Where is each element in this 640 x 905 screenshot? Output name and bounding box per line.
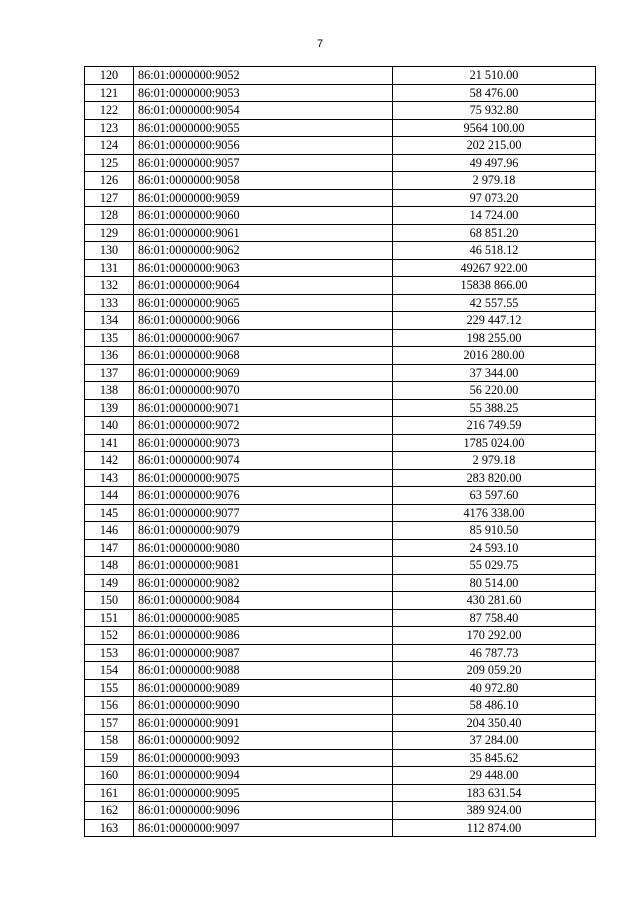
row-number: 123: [85, 119, 134, 137]
row-number: 144: [85, 487, 134, 505]
value-cell: 209 059.20: [393, 662, 596, 680]
value-cell: 202 215.00: [393, 137, 596, 155]
table-row: [85, 347, 596, 365]
row-number: 148: [85, 557, 134, 575]
table-row: [85, 172, 596, 190]
row-number: 127: [85, 189, 134, 207]
cadastral-number: 86:01:0000000:9070: [134, 382, 393, 400]
table-body: [85, 67, 596, 837]
table-row: [85, 329, 596, 347]
cadastral-number: 86:01:0000000:9059: [134, 189, 393, 207]
table-row: [85, 592, 596, 610]
cadastral-number: 86:01:0000000:9077: [134, 504, 393, 522]
table-row: [85, 749, 596, 767]
value-cell: 55 388.25: [393, 399, 596, 417]
table-row: [85, 294, 596, 312]
table-row: [85, 644, 596, 662]
row-number: 139: [85, 399, 134, 417]
row-number: 134: [85, 312, 134, 330]
row-number: 138: [85, 382, 134, 400]
cadastral-number: 86:01:0000000:9067: [134, 329, 393, 347]
value-cell: 35 845.62: [393, 749, 596, 767]
table-row: [85, 102, 596, 120]
value-cell: 56 220.00: [393, 382, 596, 400]
table-row: [85, 84, 596, 102]
value-cell: 37 344.00: [393, 364, 596, 382]
value-cell: 170 292.00: [393, 627, 596, 645]
table-row: [85, 574, 596, 592]
row-number: 149: [85, 574, 134, 592]
row-number: 162: [85, 802, 134, 820]
row-number: 157: [85, 714, 134, 732]
cadastral-number: 86:01:0000000:9079: [134, 522, 393, 540]
value-cell: 63 597.60: [393, 487, 596, 505]
value-cell: 198 255.00: [393, 329, 596, 347]
row-number: 154: [85, 662, 134, 680]
cadastral-number: 86:01:0000000:9063: [134, 259, 393, 277]
row-number: 147: [85, 539, 134, 557]
value-cell: 58 476.00: [393, 84, 596, 102]
page-number: 7: [316, 38, 324, 50]
cadastral-number: 86:01:0000000:9066: [134, 312, 393, 330]
table-row: [85, 662, 596, 680]
table-row: [85, 364, 596, 382]
value-cell: 216 749.59: [393, 417, 596, 435]
row-number: 155: [85, 679, 134, 697]
cadastral-number: 86:01:0000000:9074: [134, 452, 393, 470]
cadastral-number: 86:01:0000000:9094: [134, 767, 393, 785]
cadastral-number: 86:01:0000000:9080: [134, 539, 393, 557]
value-cell: 55 029.75: [393, 557, 596, 575]
value-cell: 430 281.60: [393, 592, 596, 610]
value-cell: 183 631.54: [393, 784, 596, 802]
cadastral-number: 86:01:0000000:9065: [134, 294, 393, 312]
table-row: [85, 504, 596, 522]
cadastral-number: 86:01:0000000:9081: [134, 557, 393, 575]
table-row: [85, 732, 596, 750]
cadastral-number: 86:01:0000000:9060: [134, 207, 393, 225]
table-row: [85, 469, 596, 487]
value-cell: 204 350.40: [393, 714, 596, 732]
row-number: 121: [85, 84, 134, 102]
row-number: 158: [85, 732, 134, 750]
value-cell: 97 073.20: [393, 189, 596, 207]
table-row: [85, 557, 596, 575]
row-number: 152: [85, 627, 134, 645]
row-number: 132: [85, 277, 134, 295]
cadastral-number: 86:01:0000000:9093: [134, 749, 393, 767]
value-cell: 389 924.00: [393, 802, 596, 820]
row-number: 163: [85, 819, 134, 837]
cadastral-number: 86:01:0000000:9072: [134, 417, 393, 435]
table-row: [85, 539, 596, 557]
value-cell: 1785 024.00: [393, 434, 596, 452]
table-row: [85, 312, 596, 330]
value-cell: 112 874.00: [393, 819, 596, 837]
cadastral-number: 86:01:0000000:9071: [134, 399, 393, 417]
value-cell: 46 518.12: [393, 242, 596, 260]
table-row: [85, 487, 596, 505]
cadastral-number: 86:01:0000000:9089: [134, 679, 393, 697]
table-row: [85, 609, 596, 627]
cadastral-number: 86:01:0000000:9069: [134, 364, 393, 382]
value-cell: 4176 338.00: [393, 504, 596, 522]
cadastral-number: 86:01:0000000:9068: [134, 347, 393, 365]
table-row: [85, 819, 596, 837]
value-cell: 42 557.55: [393, 294, 596, 312]
value-cell: 85 910.50: [393, 522, 596, 540]
row-number: 133: [85, 294, 134, 312]
row-number: 151: [85, 609, 134, 627]
table-row: [85, 277, 596, 295]
value-cell: 49267 922.00: [393, 259, 596, 277]
value-cell: 229 447.12: [393, 312, 596, 330]
row-number: 129: [85, 224, 134, 242]
row-number: 120: [85, 67, 134, 85]
cadastral-table: [84, 66, 596, 837]
table-row: [85, 67, 596, 85]
value-cell: 2016 280.00: [393, 347, 596, 365]
cadastral-number: 86:01:0000000:9088: [134, 662, 393, 680]
table-row: [85, 679, 596, 697]
cadastral-number: 86:01:0000000:9084: [134, 592, 393, 610]
table-row: [85, 697, 596, 715]
row-number: 142: [85, 452, 134, 470]
value-cell: 37 284.00: [393, 732, 596, 750]
cadastral-number: 86:01:0000000:9053: [134, 84, 393, 102]
value-cell: 46 787.73: [393, 644, 596, 662]
cadastral-number: 86:01:0000000:9087: [134, 644, 393, 662]
cadastral-number: 86:01:0000000:9057: [134, 154, 393, 172]
row-number: 126: [85, 172, 134, 190]
table-row: [85, 119, 596, 137]
row-number: 156: [85, 697, 134, 715]
value-cell: 58 486.10: [393, 697, 596, 715]
table-row: [85, 452, 596, 470]
table-row: [85, 154, 596, 172]
table-row: [85, 137, 596, 155]
table-row: [85, 417, 596, 435]
table-row: [85, 242, 596, 260]
table-row: [85, 522, 596, 540]
cadastral-number: 86:01:0000000:9073: [134, 434, 393, 452]
value-cell: 9564 100.00: [393, 119, 596, 137]
cadastral-number: 86:01:0000000:9052: [134, 67, 393, 85]
value-cell: 49 497.96: [393, 154, 596, 172]
cadastral-number: 86:01:0000000:9054: [134, 102, 393, 120]
table-row: [85, 224, 596, 242]
table-row: [85, 259, 596, 277]
value-cell: 75 932.80: [393, 102, 596, 120]
row-number: 161: [85, 784, 134, 802]
table-row: [85, 802, 596, 820]
value-cell: 80 514.00: [393, 574, 596, 592]
table-row: [85, 714, 596, 732]
value-cell: 40 972.80: [393, 679, 596, 697]
row-number: 150: [85, 592, 134, 610]
value-cell: 2 979.18: [393, 452, 596, 470]
value-cell: 24 593.10: [393, 539, 596, 557]
row-number: 125: [85, 154, 134, 172]
row-number: 160: [85, 767, 134, 785]
row-number: 122: [85, 102, 134, 120]
cadastral-number: 86:01:0000000:9062: [134, 242, 393, 260]
table-row: [85, 627, 596, 645]
table-row: [85, 399, 596, 417]
row-number: 141: [85, 434, 134, 452]
value-cell: 14 724.00: [393, 207, 596, 225]
cadastral-number: 86:01:0000000:9085: [134, 609, 393, 627]
cadastral-number: 86:01:0000000:9096: [134, 802, 393, 820]
cadastral-number: 86:01:0000000:9064: [134, 277, 393, 295]
cadastral-number: 86:01:0000000:9082: [134, 574, 393, 592]
row-number: 159: [85, 749, 134, 767]
cadastral-number: 86:01:0000000:9056: [134, 137, 393, 155]
cadastral-number: 86:01:0000000:9055: [134, 119, 393, 137]
value-cell: 15838 866.00: [393, 277, 596, 295]
row-number: 131: [85, 259, 134, 277]
row-number: 130: [85, 242, 134, 260]
row-number: 153: [85, 644, 134, 662]
table-row: [85, 382, 596, 400]
cadastral-number: 86:01:0000000:9091: [134, 714, 393, 732]
cadastral-number: 86:01:0000000:9086: [134, 627, 393, 645]
value-cell: 29 448.00: [393, 767, 596, 785]
value-cell: 283 820.00: [393, 469, 596, 487]
row-number: 140: [85, 417, 134, 435]
row-number: 146: [85, 522, 134, 540]
table-row: [85, 434, 596, 452]
value-cell: 87 758.40: [393, 609, 596, 627]
table-row: [85, 189, 596, 207]
cadastral-number: 86:01:0000000:9090: [134, 697, 393, 715]
cadastral-number: 86:01:0000000:9097: [134, 819, 393, 837]
row-number: 143: [85, 469, 134, 487]
cadastral-number: 86:01:0000000:9061: [134, 224, 393, 242]
row-number: 124: [85, 137, 134, 155]
row-number: 137: [85, 364, 134, 382]
value-cell: 21 510.00: [393, 67, 596, 85]
value-cell: 2 979.18: [393, 172, 596, 190]
cadastral-number: 86:01:0000000:9075: [134, 469, 393, 487]
value-cell: 68 851.20: [393, 224, 596, 242]
table-row: [85, 207, 596, 225]
row-number: 145: [85, 504, 134, 522]
table-row: [85, 784, 596, 802]
cadastral-number: 86:01:0000000:9058: [134, 172, 393, 190]
row-number: 128: [85, 207, 134, 225]
table-row: [85, 767, 596, 785]
cadastral-number: 86:01:0000000:9092: [134, 732, 393, 750]
cadastral-number: 86:01:0000000:9076: [134, 487, 393, 505]
cadastral-number: 86:01:0000000:9095: [134, 784, 393, 802]
row-number: 136: [85, 347, 134, 365]
row-number: 135: [85, 329, 134, 347]
